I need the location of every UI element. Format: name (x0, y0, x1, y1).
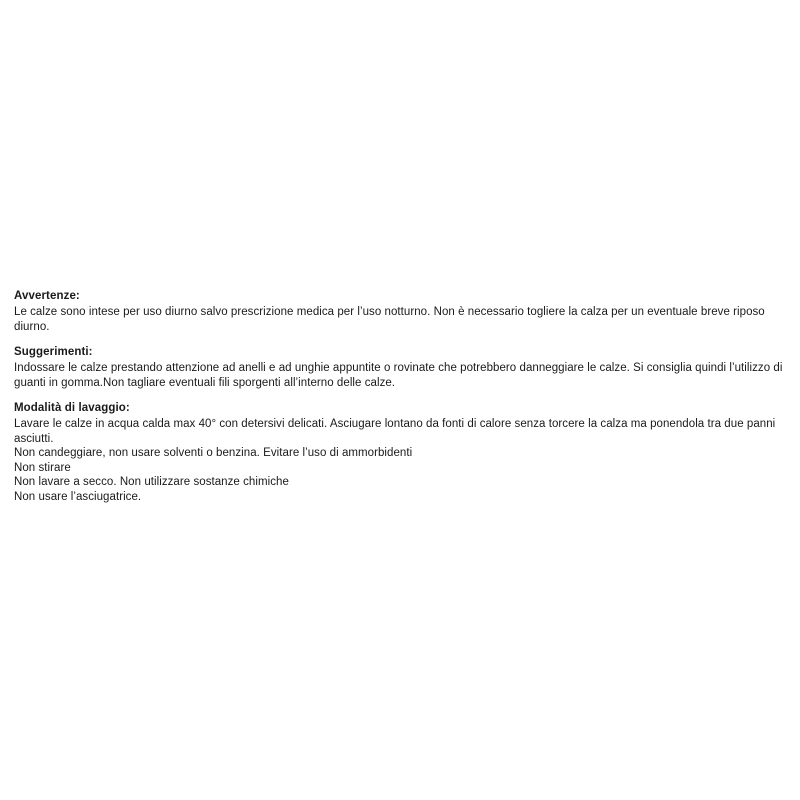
section-suggerimenti (14, 344, 786, 390)
section-heading: Suggerimenti: (14, 346, 93, 358)
section-heading: Avvertenze: (14, 290, 80, 302)
section-modalita-di-lavaggio (14, 400, 786, 504)
section-avvertenze (14, 288, 786, 334)
document-content (14, 288, 786, 504)
section-paragraph: Non usare l’asciugatrice. (14, 490, 142, 503)
section-paragraph: Non stirare (14, 461, 71, 474)
section-paragraph: Non candeggiare, non usare solventi o benzina. Evitare l’uso di ammorbidenti (14, 447, 413, 459)
section-heading: Modalità di lavaggio: (14, 402, 130, 414)
section-paragraph: Lavare le calze in acqua calda max 40° con detersivi delicati. Asciugare lontano da fonti di calore senza torcere la calza ma ponendola tra due panni asciutti. (14, 418, 776, 445)
section-paragraph: Non lavare a secco. Non utilizzare sostanze chimiche (14, 476, 289, 488)
section-paragraph: Le calze sono intese per uso diurno salvo prescrizione medica per l’uso notturno. Non è necessario togliere la calza per un eventuale breve riposo diurno. (14, 306, 765, 333)
section-paragraph: Indossare le calze prestando attenzione ad anelli e ad unghie appuntite o rovinate che potrebbero danneggiare le calze. Si consiglia quindi l’utilizzo di guanti in gomma.Non tagliare eventuali fili sporgenti all’interno delle calze. (14, 362, 783, 389)
